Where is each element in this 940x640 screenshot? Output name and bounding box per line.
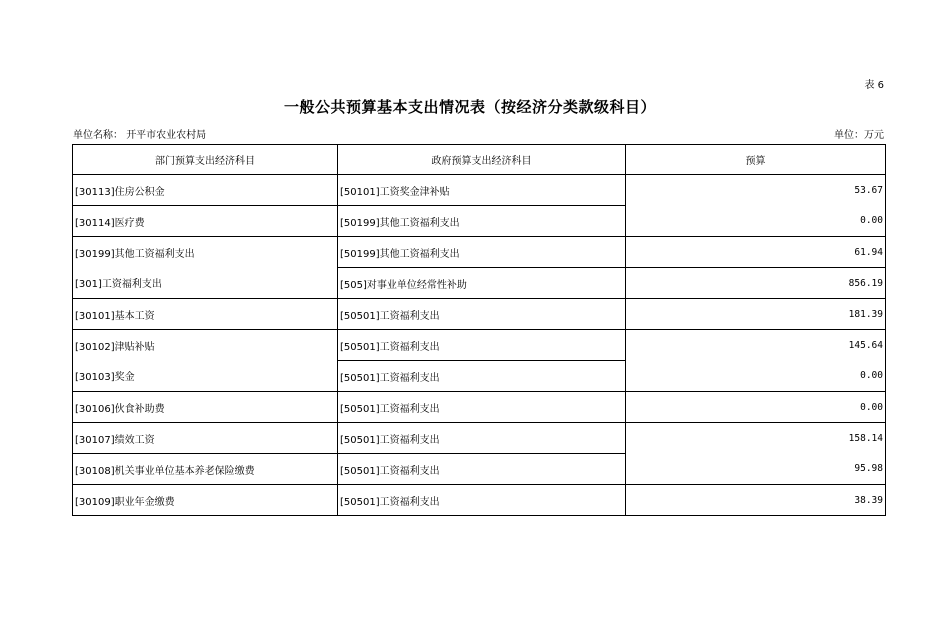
column-header-dept: 部门预算支出经济科目 xyxy=(73,145,338,175)
budget-cell: 145.64 xyxy=(626,330,886,361)
budget-cell: 53.67 xyxy=(626,175,886,206)
column-header-budget: 预算 xyxy=(626,145,886,175)
table-row xyxy=(73,392,886,423)
budget-cell: 856.19 xyxy=(626,268,886,299)
table-row xyxy=(73,485,886,516)
unit-name-label: 单位名称： xyxy=(73,130,123,141)
table-row xyxy=(73,330,886,361)
gov-cell: [50501]工资福利支出 xyxy=(338,330,626,361)
dept-cell: [30114]医疗费 xyxy=(73,206,338,237)
unit-info-row xyxy=(73,126,884,141)
budget-cell: 181.39 xyxy=(626,299,886,330)
dept-cell: [30108]机关事业单位基本养老保险缴费 xyxy=(73,454,338,485)
dept-cell: [30113]住房公积金 xyxy=(73,175,338,206)
column-header-gov: 政府预算支出经济科目 xyxy=(338,145,626,175)
gov-cell: [50501]工资福利支出 xyxy=(338,299,626,330)
table-row xyxy=(73,175,886,206)
table-row xyxy=(73,299,886,330)
unit-name-value: 开平市农业农村局 xyxy=(126,130,207,141)
table-row xyxy=(73,454,886,485)
budget-cell: 0.00 xyxy=(626,206,886,237)
gov-cell: [50501]工资福利支出 xyxy=(338,485,626,516)
gov-cell: [505]对事业单位经常性补助 xyxy=(338,268,626,299)
table-header-row xyxy=(73,145,886,175)
gov-cell: [50101]工资奖金津补贴 xyxy=(338,175,626,206)
budget-table xyxy=(72,144,886,516)
gov-cell: [50501]工资福利支出 xyxy=(338,361,626,392)
table-row xyxy=(73,237,886,268)
gov-cell: [50501]工资福利支出 xyxy=(338,454,626,485)
budget-cell: 95.98 xyxy=(626,454,886,485)
page-title: 一般公共预算基本支出情况表（按经济分类款级科目） xyxy=(283,98,656,116)
budget-cell: 158.14 xyxy=(626,423,886,454)
budget-cell: 0.00 xyxy=(626,392,886,423)
table-row xyxy=(73,268,886,299)
budget-cell: 38.39 xyxy=(626,485,886,516)
unit-name xyxy=(73,126,206,141)
dept-cell: [301]工资福利支出 xyxy=(73,268,338,299)
dept-cell: [30103]奖金 xyxy=(73,361,338,392)
budget-cell: 61.94 xyxy=(626,237,886,268)
dept-cell: [30109]职业年金缴费 xyxy=(73,485,338,516)
dept-cell: [30102]津贴补贴 xyxy=(73,330,338,361)
table-row xyxy=(73,206,886,237)
table-row xyxy=(73,361,886,392)
dept-cell: [30106]伙食补助费 xyxy=(73,392,338,423)
dept-cell: [30101]基本工资 xyxy=(73,299,338,330)
gov-cell: [50199]其他工资福利支出 xyxy=(338,206,626,237)
budget-cell: 0.00 xyxy=(626,361,886,392)
table-number: 表 6 xyxy=(864,80,884,91)
gov-cell: [50501]工资福利支出 xyxy=(338,423,626,454)
table-row xyxy=(73,423,886,454)
unit-of-measure: 单位：万元 xyxy=(834,130,884,141)
gov-cell: [50199]其他工资福利支出 xyxy=(338,237,626,268)
dept-cell: [30107]绩效工资 xyxy=(73,423,338,454)
gov-cell: [50501]工资福利支出 xyxy=(338,392,626,423)
dept-cell: [30199]其他工资福利支出 xyxy=(73,237,338,268)
